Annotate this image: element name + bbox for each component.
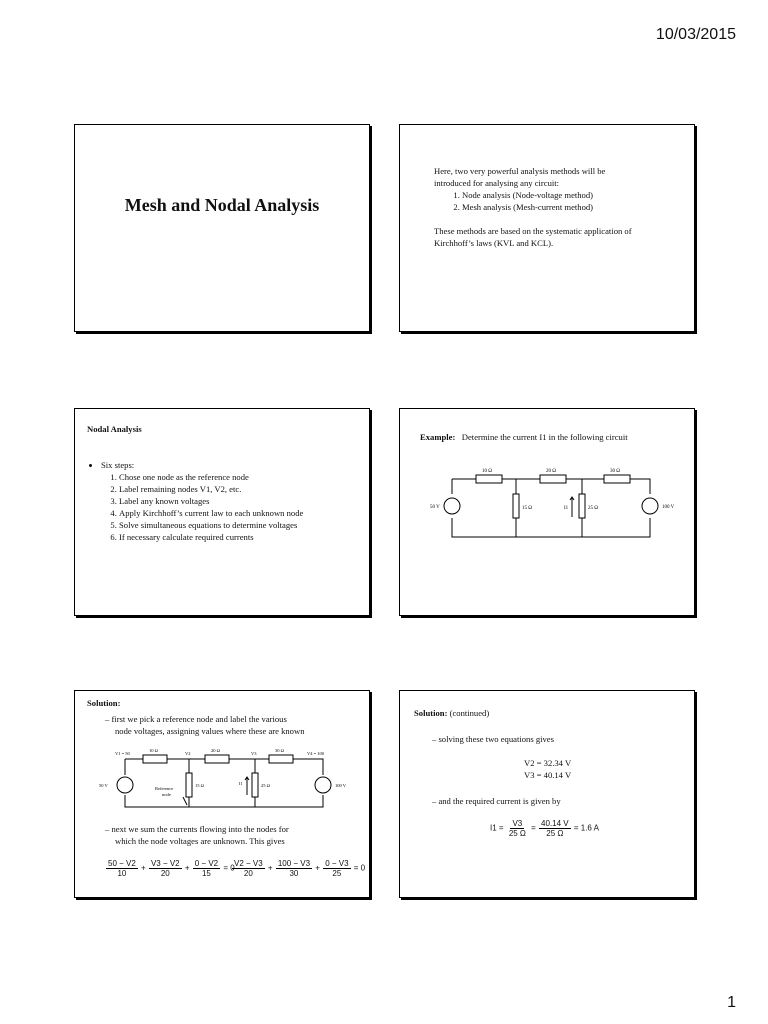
- current-equation: I1 = $\frac{V3}{25 \Omega}$ = $\frac{40.14 V}{25 \Omega}$ = 1.6 A: [490, 819, 599, 838]
- node-label: V2: [185, 751, 191, 756]
- steps-list: [89, 459, 359, 543]
- resistor-label: 20 Ω: [211, 748, 220, 753]
- slide-6: [399, 690, 695, 898]
- circuit-diagram: [75, 745, 371, 820]
- solution-text-2: – next we sum the currents flowing into the nodes for which the node voltages are unknown. This gives: [105, 824, 289, 846]
- solution-text-2: – and the required current is given by: [432, 796, 561, 806]
- source-label: 100 V: [335, 783, 347, 788]
- resistor-label: 25 Ω: [588, 506, 598, 511]
- node-label: V4 = 100: [307, 751, 325, 756]
- ref-node-label: Reference: [155, 786, 174, 791]
- slide-title: Mesh and Nodal Analysis: [124, 195, 320, 215]
- solution-text-1: – first we pick a reference node and label the various node voltages, assigning values where these are known: [105, 714, 305, 736]
- slide-1: [74, 124, 370, 332]
- slide-2: [399, 124, 695, 332]
- node-equation-1: $\frac{50 - V2}{10}$ + $\frac{V3 - V2}{20}$ + $\frac{0 - V2}{15}$ = 0: [108, 859, 235, 878]
- slide-heading: Nodal Analysis: [87, 424, 142, 434]
- result-v3: V3 = 40.14 V: [524, 770, 572, 780]
- intro-text: Here, two very powerful analysis methods will be introduced for analysing any circuit: 1. Node analysis (Node-voltage method) 2. Mesh analysis (Mesh-current method) These methods are based on the systematic application of Kirchhoff’s laws (KVL and KCL).: [434, 165, 684, 249]
- header-date: 10/03/2015: [655, 26, 736, 43]
- resistor-label: 15 Ω: [195, 783, 204, 788]
- source-label: 50 V: [99, 783, 108, 788]
- source-label: 100 V: [662, 505, 675, 510]
- result-v2: V2 = 32.34 V: [524, 758, 572, 768]
- ref-node-label: node: [162, 792, 171, 797]
- step-item: 3. Label any known voltages: [119, 495, 359, 507]
- slide-5: [74, 690, 370, 898]
- method-item: 2. Mesh analysis (Mesh-current method): [462, 201, 684, 213]
- source-label: 50 V: [430, 505, 440, 510]
- slide-heading: Solution: (continued): [414, 708, 490, 718]
- current-label: I1: [239, 781, 243, 786]
- example-line: Example: Determine the current I1 in the following circuit: [420, 432, 628, 442]
- circuit-diagram: [400, 459, 696, 579]
- step-item: 2. Label remaining nodes V1, V2, etc.: [119, 483, 359, 495]
- node-label: V3: [251, 751, 257, 756]
- resistor-label: 20 Ω: [546, 469, 556, 474]
- step-item: 1. Chose one node as the reference node: [119, 471, 359, 483]
- resistor-label: 30 Ω: [610, 469, 620, 474]
- current-label: I1: [564, 506, 569, 511]
- node-label: V1 = 50: [115, 751, 130, 756]
- slide-heading: Solution:: [87, 698, 121, 708]
- method-item: 1. Node analysis (Node-voltage method): [462, 189, 684, 201]
- page-number: 1: [727, 994, 736, 1011]
- step-item: 6. If necessary calculate required currents: [119, 531, 359, 543]
- resistor-label: 15 Ω: [522, 506, 532, 511]
- step-item: 4. Apply Kirchhoff’s current law to each unknown node: [119, 507, 359, 519]
- node-equation-2: $\frac{V2 - V3}{20}$ + $\frac{100 - V3}{30}$ + $\frac{0 - V3}{25}$ = 0: [234, 859, 366, 878]
- bullet-item: • Six steps:: [101, 459, 359, 471]
- resistor-label: 10 Ω: [149, 748, 158, 753]
- slide-3: [74, 408, 370, 616]
- step-item: 5. Solve simultaneous equations to determine voltages: [119, 519, 359, 531]
- slide-4: [399, 408, 695, 616]
- solution-text-1: – solving these two equations gives: [432, 734, 554, 744]
- resistor-label: 25 Ω: [261, 783, 270, 788]
- resistor-label: 10 Ω: [482, 469, 492, 474]
- resistor-label: 30 Ω: [275, 748, 284, 753]
